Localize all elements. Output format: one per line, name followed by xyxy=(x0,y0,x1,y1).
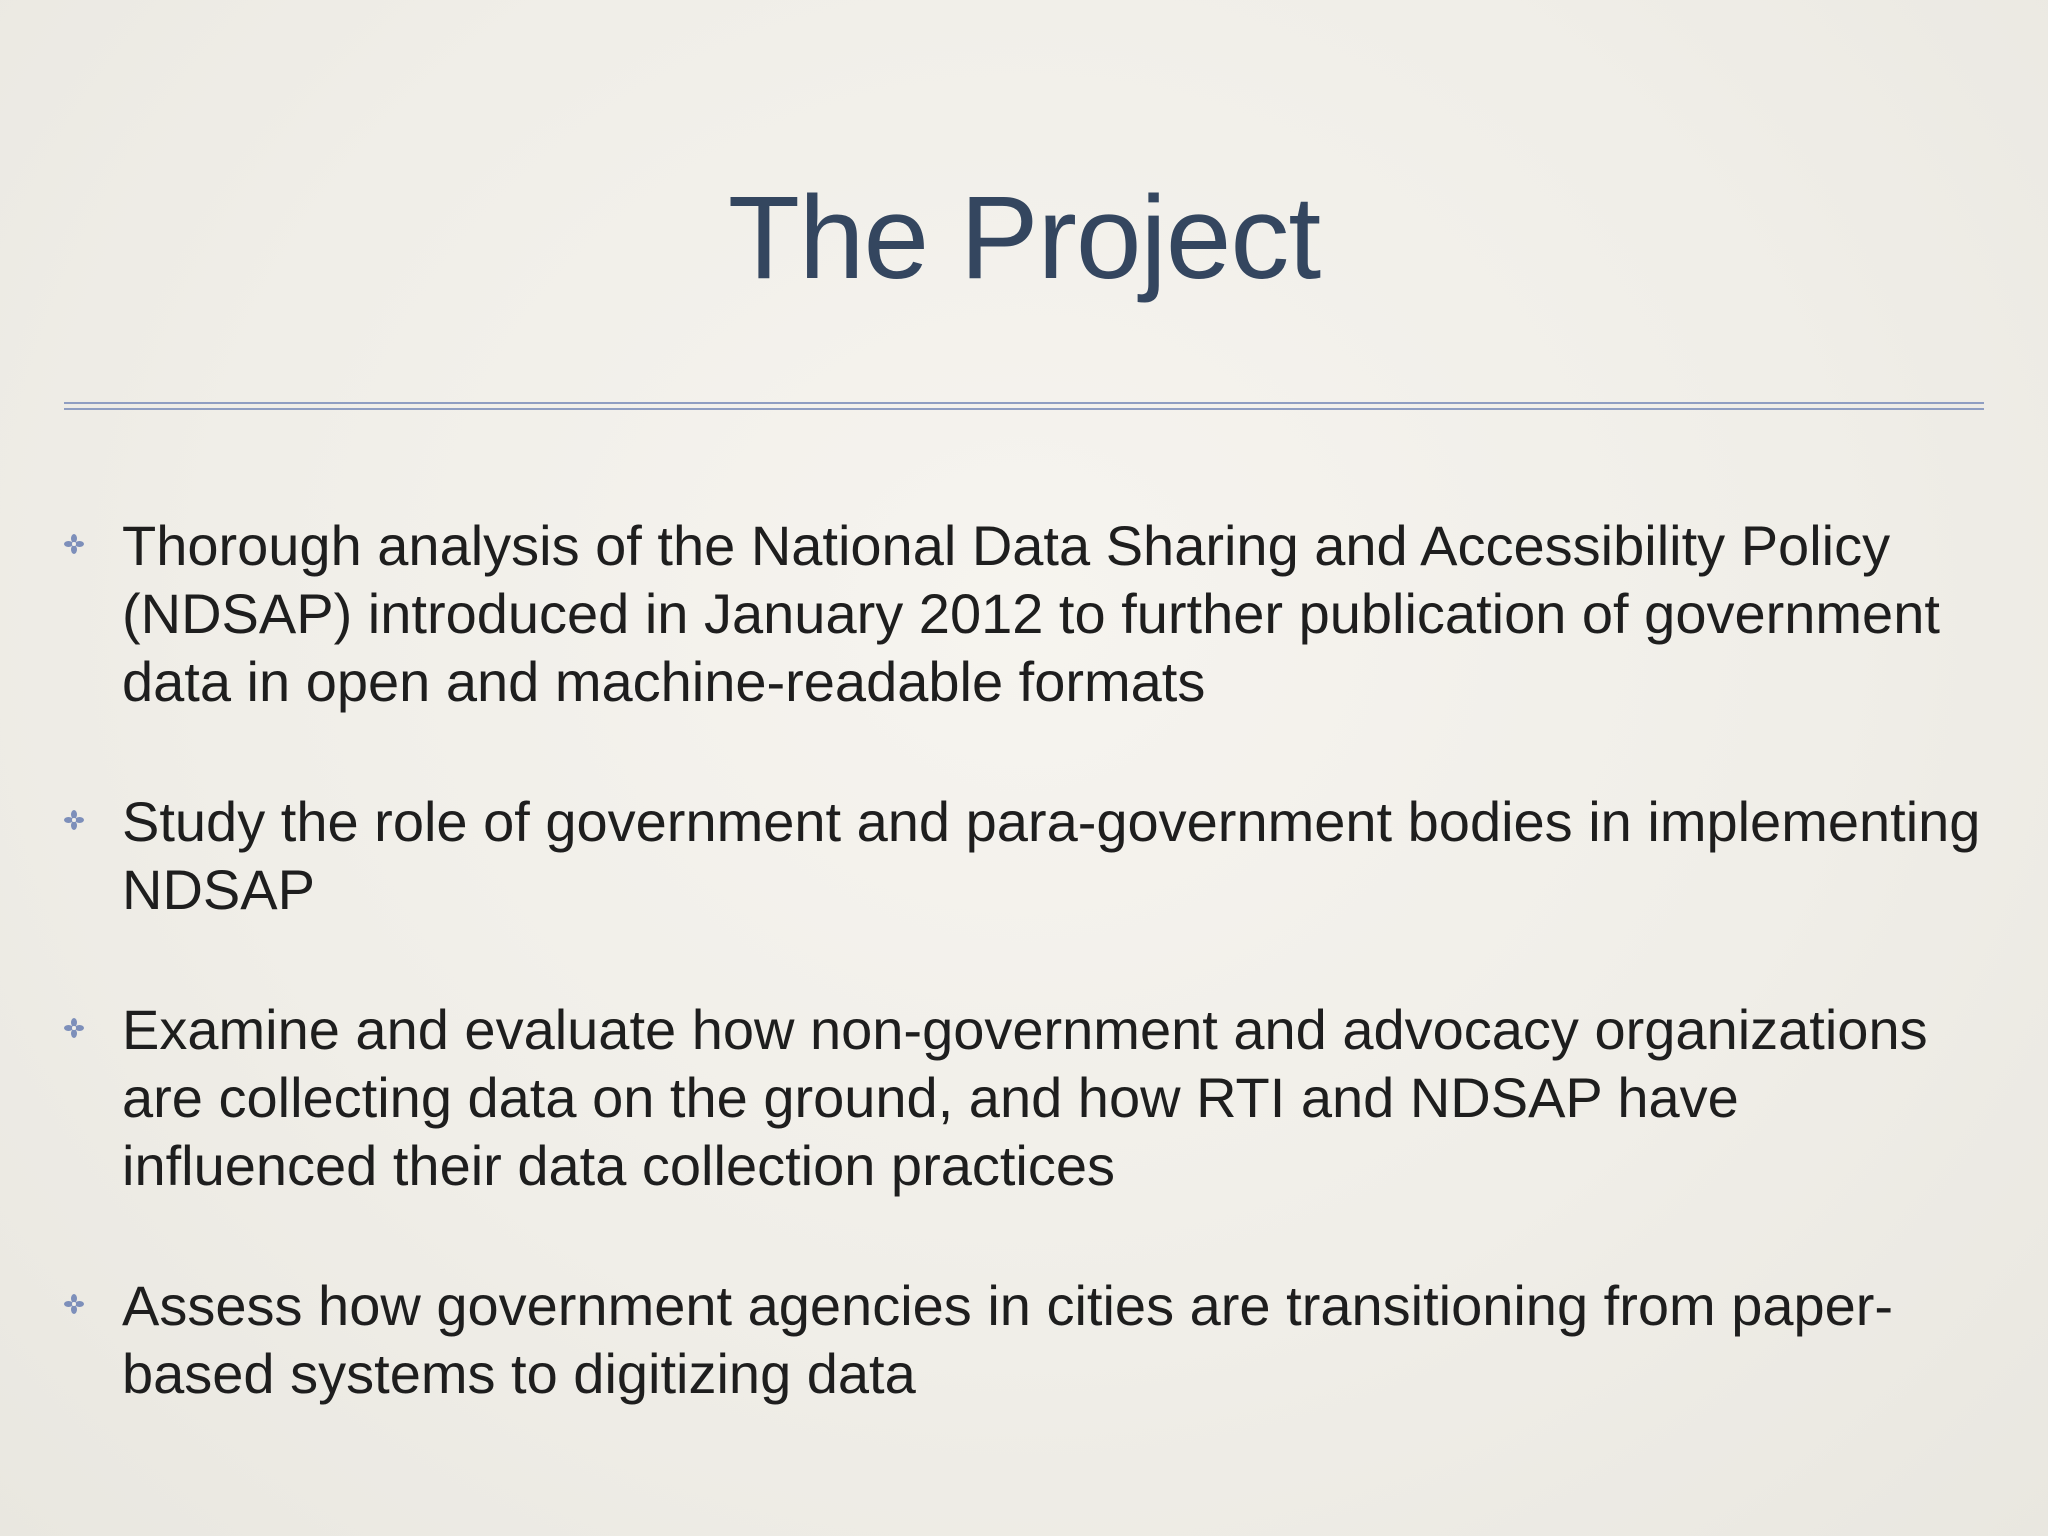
bullet-text: Assess how government agencies in cities are transitioning from paper-based systems to digitizing data xyxy=(122,1274,1894,1405)
bullet-text: Examine and evaluate how non-government and advocacy organizations are collecting data on the ground, and how RTI and NDSAP have influenced their data collection practices xyxy=(122,998,1928,1197)
fleuron-bullet-icon xyxy=(64,810,84,830)
fleuron-bullet-icon xyxy=(64,534,84,554)
divider-line-top xyxy=(64,402,1984,404)
bullet-text: Study the role of government and para-government bodies in implementing NDSAP xyxy=(122,790,1981,921)
bullet-item xyxy=(62,788,1982,924)
bullet-item xyxy=(62,1272,1982,1408)
title-divider xyxy=(64,402,1984,412)
fleuron-bullet-icon xyxy=(64,1018,84,1038)
fleuron-bullet-icon xyxy=(64,1294,84,1314)
bullet-item xyxy=(62,512,1982,716)
bullet-text: Thorough analysis of the National Data Sharing and Accessibility Policy (NDSAP) introduced in January 2012 to further publication of government data in open and machine-readable formats xyxy=(122,514,1940,713)
bullet-item xyxy=(62,996,1982,1200)
slide-title: The Project xyxy=(727,172,1321,304)
bullet-list xyxy=(62,512,1982,1480)
divider-line-bottom xyxy=(64,408,1984,410)
